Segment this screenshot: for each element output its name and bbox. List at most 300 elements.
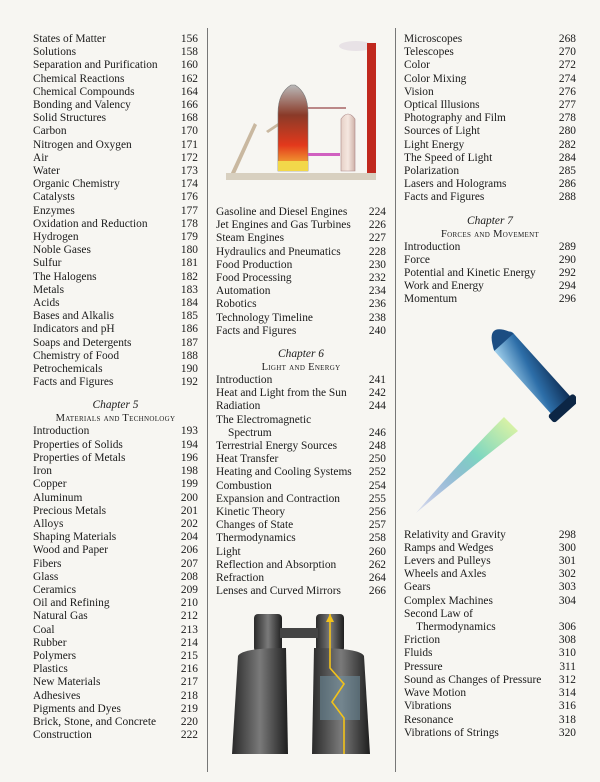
toc-entry-page: 213 [180, 623, 198, 636]
toc-entry [216, 572, 386, 585]
toc-entry-title: Construction [33, 729, 92, 742]
toc-entry-page: 222 [180, 729, 198, 742]
toc-entry-page: 209 [180, 583, 198, 596]
toc-entry-title: Friction [404, 634, 441, 647]
toc-entry-page: 300 [558, 541, 576, 554]
toc-entry-title: Lasers and Holograms [404, 178, 507, 191]
toc-entry-title: Shaping Materials [33, 531, 117, 544]
toc-entry-title: Thermodynamics [416, 621, 496, 634]
toc-entry-page: 177 [180, 204, 198, 217]
toc-entry-title: Sources of Light [404, 125, 480, 138]
toc-entry [33, 178, 198, 191]
toc-entry [216, 206, 386, 219]
toc-entry [33, 363, 198, 376]
toc-entry-page: 288 [558, 191, 576, 204]
toc-entry [216, 546, 386, 559]
toc-entry-page: 158 [180, 46, 198, 59]
binoculars-illustration [216, 606, 386, 756]
toc-entry-page: 226 [368, 219, 386, 232]
toc-entry-page: 179 [180, 231, 198, 244]
toc-entry-page: 296 [558, 293, 576, 306]
toc-entry-page: 255 [368, 492, 386, 505]
toc-entry-title: Fluids [404, 647, 433, 660]
toc-entry-title: Expansion and Contraction [216, 492, 341, 505]
toc-entry-page: 216 [180, 663, 198, 676]
toc-entry [33, 558, 198, 571]
toc-entry [216, 480, 386, 493]
toc-entry-title: Noble Gases [33, 244, 91, 257]
chapter-6-title: Light and Energy [261, 362, 341, 374]
toc-entry-title: Hydrogen [33, 231, 79, 244]
toc-entry-title: Chemistry of Food [33, 349, 120, 362]
toc-entry-title: Facts and Figures [216, 324, 297, 337]
toc-entry-title: Hydraulics and Pneumatics [216, 245, 341, 258]
toc-entry-page: 184 [180, 297, 198, 310]
toc-entry [216, 285, 386, 298]
toc-entry-page: 172 [180, 151, 198, 164]
toc-entry-page: 210 [180, 597, 198, 610]
toc-entry [33, 152, 198, 165]
toc-entry-title: Color [404, 59, 430, 72]
toc-entry [216, 246, 386, 259]
toc-entry-page: 284 [558, 151, 576, 164]
toc-entry-title: Heating and Cooling Systems [216, 466, 352, 479]
toc-entry-page: 164 [180, 85, 198, 98]
toc-entry-page: 181 [180, 257, 198, 270]
toc-entry-title: Chemical Compounds [33, 85, 135, 98]
toc-entry-title: Color Mixing [404, 72, 467, 85]
column-divider-left [207, 28, 208, 772]
toc-entry [404, 99, 576, 112]
toc-entry-title: Air [33, 151, 49, 164]
toc-entry [33, 425, 198, 438]
toc-entry-page: 277 [558, 99, 576, 112]
toc-entry-page: 196 [180, 451, 198, 464]
toc-entry-title: Aluminum [33, 491, 83, 504]
toc-entry-title: Steam Engines [216, 232, 285, 245]
toc-entry-title: States of Matter [33, 33, 106, 45]
toc-entry-title: Introduction [33, 425, 90, 438]
toc-entry [404, 152, 576, 165]
toc-entry-title: Thermodynamics [216, 532, 296, 545]
toc-entry [404, 280, 576, 293]
toc-entry [216, 493, 386, 506]
toc-entry [33, 663, 198, 676]
toc-entry [216, 374, 386, 387]
toc-entry [33, 323, 198, 336]
toc-entry-title: Oil and Refining [33, 597, 110, 610]
toc-entry-title: Microscopes [404, 33, 463, 45]
toc-entry [404, 542, 576, 555]
toc-column-3 [404, 33, 576, 740]
toc-entry [404, 293, 576, 306]
toc-entry-page: 170 [180, 125, 198, 138]
toc-entry-page: 252 [368, 466, 386, 479]
toc-entry-title: Solutions [33, 46, 77, 59]
chapter-7-title: Forces and Movement [440, 228, 540, 240]
toc-entry-title: Bases and Alkalis [33, 310, 114, 323]
toc-entry-title: Precious Metals [33, 504, 107, 517]
toc-entry-page: 219 [180, 702, 198, 715]
toc-entry-title: Catalysts [33, 191, 75, 204]
toc-entry-title: Bonding and Valency [33, 99, 131, 112]
toc-entry [33, 99, 198, 112]
toc-entry-title: Light Energy [404, 138, 465, 151]
toc-entry-page: 217 [180, 676, 198, 689]
toc-entry [404, 139, 576, 152]
toc-entry-page: 318 [558, 713, 576, 726]
toc-entry-page: 266 [368, 585, 386, 598]
toc-entry-page: 316 [558, 700, 576, 713]
toc-entry-title: Properties of Metals [33, 451, 126, 464]
toc-entry [404, 267, 576, 280]
toc-list [404, 33, 576, 205]
toc-entry-title: Potential and Kinetic Energy [404, 267, 536, 280]
toc-entry [33, 337, 198, 350]
toc-entry [404, 581, 576, 594]
toc-entry-page: 220 [180, 715, 198, 728]
toc-entry-page: 166 [180, 99, 198, 112]
toc-entry-title: Indicators and pH [33, 323, 115, 336]
toc-entry-title: Rubber [33, 636, 67, 649]
toc-entry-page: 262 [368, 558, 386, 571]
toc-entry-page: 204 [180, 531, 198, 544]
toc-entry-title: Iron [33, 465, 52, 478]
toc-entry [404, 634, 576, 647]
toc-entry [33, 597, 198, 610]
toc-entry-title: Vibrations [404, 700, 452, 713]
toc-entry-page: 183 [180, 283, 198, 296]
toc-entry [33, 478, 198, 491]
toc-entry [33, 350, 198, 363]
toc-entry [404, 714, 576, 727]
toc-entry-page: 224 [368, 206, 386, 218]
toc-entry [404, 647, 576, 660]
toc-entry-page: 227 [368, 232, 386, 245]
toc-entry-page: 198 [180, 465, 198, 478]
toc-entry-page: 280 [558, 125, 576, 138]
toc-entry-page: 272 [558, 59, 576, 72]
toc-list [404, 529, 576, 740]
toc-entry-title: Pressure [404, 660, 443, 673]
toc-entry [404, 727, 576, 740]
toc-entry [33, 439, 198, 452]
toc-entry-title: Metals [33, 283, 65, 296]
toc-entry-title: Acids [33, 297, 60, 310]
toc-entry [33, 165, 198, 178]
chapter-6-label: Chapter 6 [278, 348, 324, 361]
toc-entry-page: 303 [558, 581, 576, 594]
toc-entry-page: 178 [180, 217, 198, 230]
toc-entry-title: Petrochemicals [33, 363, 103, 376]
toc-entry-page: 241 [368, 374, 386, 387]
toc-entry-page: 254 [368, 479, 386, 492]
toc-entry-page: 182 [180, 270, 198, 283]
toc-entry-title: Heat and Light from the Sun [216, 387, 347, 400]
toc-entry-page: 312 [558, 673, 576, 686]
toc-entry [404, 555, 576, 568]
toc-entry [33, 86, 198, 99]
toc-entry-title: Light [216, 545, 241, 558]
toc-entry-page: 250 [368, 453, 386, 466]
toc-entry [404, 608, 576, 621]
toc-entry [33, 650, 198, 663]
toc-entry [33, 73, 198, 86]
toc-entry-page: 185 [180, 310, 198, 323]
toc-entry-page: 238 [368, 311, 386, 324]
toc-entry-page: 190 [180, 363, 198, 376]
toc-entry [404, 86, 576, 99]
toc-entry-page: 258 [368, 532, 386, 545]
toc-entry-page: 173 [180, 165, 198, 178]
toc-entry-title: Brick, Stone, and Concrete [33, 715, 157, 728]
toc-entry-title: New Materials [33, 676, 101, 689]
toc-entry-page: 302 [558, 568, 576, 581]
toc-entry-title: Ceramics [33, 583, 77, 596]
toc-entry [216, 466, 386, 479]
toc-entry-page: 186 [180, 323, 198, 336]
toc-list [33, 425, 198, 742]
toc-entry-page: 162 [180, 72, 198, 85]
toc-entry [216, 400, 386, 413]
toc-entry-title: Refraction [216, 572, 265, 585]
toc-entry-page: 188 [180, 349, 198, 362]
toc-entry-title: Plastics [33, 663, 68, 676]
toc-entry [33, 376, 198, 389]
toc-entry [33, 465, 198, 478]
toc-entry [216, 532, 386, 545]
toc-entry-title: Optical Illusions [404, 99, 480, 112]
toc-entry-title: Automation [216, 285, 271, 298]
toc-entry [33, 624, 198, 637]
toc-entry [216, 519, 386, 532]
toc-entry-title: Soaps and Detergents [33, 336, 132, 349]
toc-entry [33, 544, 198, 557]
rocket-illustration [404, 307, 576, 529]
toc-entry-page: 264 [368, 572, 386, 585]
toc-entry [33, 112, 198, 125]
toc-entry-page: 160 [180, 59, 198, 72]
toc-entry-title: Water [33, 165, 60, 178]
toc-entry-title: Ramps and Wedges [404, 541, 494, 554]
toc-entry-title: Sulfur [33, 257, 62, 270]
toc-entry-title: Alloys [33, 517, 64, 530]
toc-list [216, 374, 386, 598]
toc-entry [216, 453, 386, 466]
toc-entry-page: 311 [559, 660, 576, 673]
toc-entry [216, 325, 386, 338]
toc-entry [404, 687, 576, 700]
toc-entry-page: 257 [368, 519, 386, 532]
toc-entry-title: Work and Energy [404, 280, 484, 293]
toc-entry-title: Copper [33, 478, 67, 491]
toc-entry-page: 218 [180, 689, 198, 702]
toc-entry [33, 690, 198, 703]
toc-entry [216, 414, 386, 427]
toc-entry [33, 676, 198, 689]
toc-entry [216, 298, 386, 311]
toc-entry [404, 568, 576, 581]
toc-entry-title: Properties of Solids [33, 438, 123, 451]
toc-entry [33, 205, 198, 218]
toc-entry-page: 306 [558, 621, 576, 634]
toc-entry-page: 314 [558, 687, 576, 700]
toc-entry-page: 256 [368, 506, 386, 519]
toc-entry-title: Wheels and Axles [404, 568, 487, 581]
toc-entry-title: Jet Engines and Gas Turbines [216, 219, 351, 232]
toc-entry [404, 595, 576, 608]
toc-entry-title: Gears [404, 581, 431, 594]
toc-entry-page: 176 [180, 191, 198, 204]
toc-entry-title: Complex Machines [404, 594, 493, 607]
toc-entry-title: Coal [33, 623, 55, 636]
toc-entry-title: Facts and Figures [404, 191, 485, 204]
toc-entry [33, 271, 198, 284]
toc-entry-page: 207 [180, 557, 198, 570]
toc-entry-page: 242 [368, 387, 386, 400]
column-divider-right [395, 28, 396, 772]
chapter-5-label: Chapter 5 [92, 399, 139, 412]
furnace-illustration [216, 33, 386, 206]
toc-entry-title: Combustion [216, 479, 272, 492]
toc-entry-title: The Electromagnetic [216, 413, 312, 426]
toc-entry-title: Natural Gas [33, 610, 88, 623]
toc-entry [404, 254, 576, 267]
toc-entry [33, 297, 198, 310]
toc-entry [33, 139, 198, 152]
toc-entry [216, 219, 386, 232]
toc-entry-page: 278 [558, 112, 576, 125]
toc-entry-title: Wave Motion [404, 687, 467, 700]
toc-entry-page: 248 [368, 440, 386, 453]
toc-entry-page: 194 [180, 438, 198, 451]
toc-entry [33, 716, 198, 729]
toc-entry [33, 452, 198, 465]
toc-entry-title: Robotics [216, 298, 257, 311]
toc-entry-page: 201 [180, 504, 198, 517]
toc-entry [216, 585, 386, 598]
toc-entry-page: 276 [558, 85, 576, 98]
toc-entry [33, 584, 198, 597]
toc-entry-page: 268 [558, 33, 576, 45]
toc-entry [216, 259, 386, 272]
toc-entry-title: Relativity and Gravity [404, 528, 506, 541]
toc-entry [33, 492, 198, 505]
toc-entry-page: 282 [558, 138, 576, 151]
toc-entry-title: Organic Chemistry [33, 178, 120, 191]
toc-entry-title: Introduction [404, 240, 461, 253]
toc-column-2 [216, 33, 386, 756]
toc-entry [404, 241, 576, 254]
toc-entry-page: 206 [180, 544, 198, 557]
toc-entry-page: 308 [558, 634, 576, 647]
toc-entry [404, 59, 576, 72]
toc-entry-title: Spectrum [228, 426, 272, 439]
toc-entry-title: Momentum [404, 293, 458, 306]
toc-entry [404, 674, 576, 687]
toc-entry-page: 193 [180, 425, 198, 438]
toc-entry-page: 244 [368, 400, 386, 413]
toc-entry [33, 125, 198, 138]
toc-entry [33, 46, 198, 59]
toc-entry-title: Gasoline and Diesel Engines [216, 206, 348, 218]
toc-entry-title: Lenses and Curved Mirrors [216, 585, 341, 598]
toc-entry-title: Chemical Reactions [33, 72, 125, 85]
toc-entry [33, 729, 198, 742]
toc-entry-title: The Halogens [33, 270, 97, 283]
toc-entry-title: Radiation [216, 400, 261, 413]
toc-entry-title: Food Production [216, 258, 293, 271]
toc-entry-title: Polarization [404, 165, 460, 178]
toc-column-1 [33, 33, 198, 742]
toc-entry-page: 310 [558, 647, 576, 660]
toc-entry-page: 171 [180, 138, 198, 151]
toc-entry [33, 637, 198, 650]
toc-entry-page: 214 [180, 636, 198, 649]
toc-entry-page: 200 [180, 491, 198, 504]
toc-entry-title: Solid Structures [33, 112, 107, 125]
toc-entry-page: 320 [558, 726, 576, 739]
toc-entry-title: Nitrogen and Oxygen [33, 138, 132, 151]
toc-entry-title: Vision [404, 85, 434, 98]
toc-entry-title: Terrestrial Energy Sources [216, 440, 338, 453]
toc-entry-page: 187 [180, 336, 198, 349]
toc-entry [33, 191, 198, 204]
toc-entry-title: Resonance [404, 713, 454, 726]
toc-entry [33, 231, 198, 244]
toc-entry [33, 505, 198, 518]
toc-entry-title: The Speed of Light [404, 151, 493, 164]
toc-entry-title: Kinetic Theory [216, 506, 286, 519]
toc-entry-title: Wood and Paper [33, 544, 109, 557]
toc-entry [33, 33, 198, 46]
toc-entry-page: 292 [558, 267, 576, 280]
toc-entry [33, 59, 198, 72]
toc-entry [216, 272, 386, 285]
toc-entry [33, 257, 198, 270]
toc-entry-title: Introduction [216, 374, 273, 387]
toc-entry-page: 286 [558, 178, 576, 191]
toc-entry [216, 440, 386, 453]
toc-entry [216, 232, 386, 245]
toc-entry [404, 73, 576, 86]
toc-entry [216, 312, 386, 325]
toc-entry-page: 290 [558, 253, 576, 266]
toc-entry [33, 218, 198, 231]
toc-entry [404, 191, 576, 204]
toc-entry-page: 202 [180, 517, 198, 530]
toc-entry-page: 294 [558, 280, 576, 293]
toc-entry-title: Levers and Pulleys [404, 555, 491, 568]
toc-entry-page: 304 [558, 594, 576, 607]
toc-entry-page: 289 [558, 240, 576, 253]
toc-entry-page: 260 [368, 545, 386, 558]
toc-entry-title: Photography and Film [404, 112, 506, 125]
toc-entry [404, 112, 576, 125]
toc-entry-title: Polymers [33, 649, 77, 662]
toc-entry-title: Fibers [33, 557, 62, 570]
toc-entry-page: 215 [180, 649, 198, 662]
toc-entry [404, 165, 576, 178]
chapter-7-label: Chapter 7 [467, 214, 513, 227]
toc-entry-page: 180 [180, 244, 198, 257]
toc-list [404, 241, 576, 307]
toc-entry-title: Changes of State [216, 519, 294, 532]
toc-entry-page: 285 [558, 165, 576, 178]
toc-entry-title: Sound as Changes of Pressure [404, 673, 542, 686]
toc-entry [404, 46, 576, 59]
toc-entry-page: 246 [368, 426, 386, 439]
